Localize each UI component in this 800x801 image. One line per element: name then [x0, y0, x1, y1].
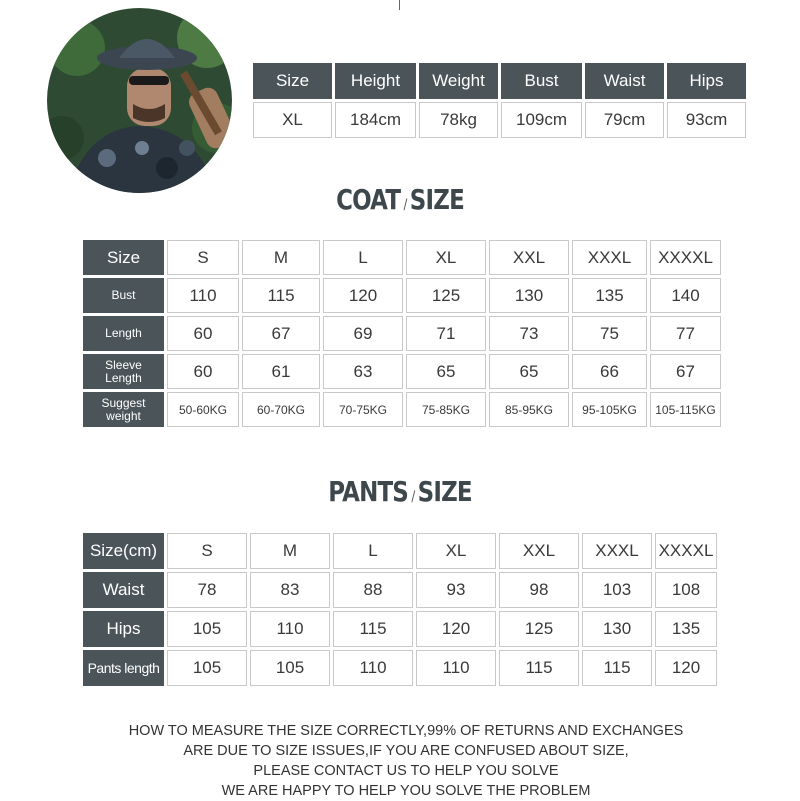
coat-value-cell: 75-85KG: [406, 392, 486, 427]
coat-size-table: [80, 237, 724, 430]
note-line: ARE DUE TO SIZE ISSUES,IF YOU ARE CONFUSED ABOUT SIZE,: [183, 743, 629, 759]
model-value-cell: 78kg: [419, 102, 498, 138]
coat-row-label-line: Length: [105, 370, 142, 385]
pants-value-cell: 105: [167, 611, 247, 647]
coat-value-cell: 60: [167, 354, 239, 389]
coat-value-cell: 65: [406, 354, 486, 389]
coat-value-cell: 65: [489, 354, 569, 389]
coat-size-cell: XL: [406, 240, 486, 275]
model-header-row: [253, 63, 746, 99]
coat-value-cell: 77: [650, 316, 721, 351]
coat-value-cell: 50-60KG: [167, 392, 239, 427]
model-value-cell: 79cm: [585, 102, 664, 138]
model-header-cell: Weight: [419, 63, 498, 99]
model-photo: [47, 8, 232, 193]
pants-size-cell: L: [333, 533, 413, 569]
model-value-cell: 109cm: [501, 102, 582, 138]
coat-value-cell: 120: [323, 278, 403, 313]
pants-size-cell: XXL: [499, 533, 579, 569]
pants-size-cell: XXXL: [582, 533, 652, 569]
note-line: PLEASE CONTACT US TO HELP YOU SOLVE: [253, 763, 559, 779]
coat-value-cell: 135: [572, 278, 647, 313]
model-header-cell: Waist: [585, 63, 664, 99]
pants-size-cell: XXXXL: [655, 533, 717, 569]
pants-value-cell: 105: [250, 650, 330, 686]
coat-value-cell: 60: [167, 316, 239, 351]
pants-value-cell: 120: [416, 611, 496, 647]
coat-row-suggest-weight: [83, 392, 721, 427]
coat-value-cell: 95-105KG: [572, 392, 647, 427]
coat-value-cell: 75: [572, 316, 647, 351]
coat-value-cell: 70-75KG: [323, 392, 403, 427]
pants-value-cell: 110: [333, 650, 413, 686]
pants-value-cell: 115: [333, 611, 413, 647]
coat-value-cell: 60-70KG: [242, 392, 320, 427]
coat-size-cell: XXXL: [572, 240, 647, 275]
pants-value-cell: 78: [167, 572, 247, 608]
pants-value-cell: 103: [582, 572, 652, 608]
coat-row-label-line: Sleeve: [105, 357, 142, 372]
model-measurements-table: [250, 60, 749, 141]
pants-row-label: Waist: [83, 572, 164, 608]
pants-title-word: PANTS: [328, 475, 409, 508]
coat-header-label: Size: [83, 240, 164, 275]
pants-header-row: [83, 533, 717, 569]
coat-value-cell: 61: [242, 354, 320, 389]
pants-header-label: Size(cm): [83, 533, 164, 569]
pants-value-cell: 130: [582, 611, 652, 647]
coat-size-cell: L: [323, 240, 403, 275]
coat-value-cell: 115: [242, 278, 320, 313]
coat-value-cell: 110: [167, 278, 239, 313]
pants-size-cell: S: [167, 533, 247, 569]
coat-size-cell: XXXXL: [650, 240, 721, 275]
coat-value-cell: 85-95KG: [489, 392, 569, 427]
model-value-cell: 93cm: [667, 102, 746, 138]
coat-title-separator: /: [403, 197, 407, 213]
model-header-cell: Height: [335, 63, 416, 99]
size-notes: [0, 721, 800, 801]
coat-row-label: [83, 354, 164, 389]
note-line: HOW TO MEASURE THE SIZE CORRECTLY,99% OF RETURNS AND EXCHANGES: [128, 723, 684, 739]
pants-value-cell: 115: [582, 650, 652, 686]
coat-value-cell: 63: [323, 354, 403, 389]
pants-value-cell: 105: [167, 650, 247, 686]
coat-value-cell: 71: [406, 316, 486, 351]
coat-size-cell: XXL: [489, 240, 569, 275]
pants-value-cell: 83: [250, 572, 330, 608]
coat-size-cell: S: [167, 240, 239, 275]
coat-value-cell: 130: [489, 278, 569, 313]
note-line: WE ARE HAPPY TO HELP YOU SOLVE THE PROBLEM: [221, 783, 591, 799]
coat-value-cell: 125: [406, 278, 486, 313]
model-value-cell: XL: [253, 102, 332, 138]
coat-title-size-word: SIZE: [409, 183, 464, 216]
coat-row-label: [83, 392, 164, 427]
coat-size-title: [72, 183, 728, 216]
coat-value-cell: 140: [650, 278, 721, 313]
model-header-cell: Size: [253, 63, 332, 99]
coat-row-label: Bust: [83, 278, 164, 313]
model-header-cell: Bust: [501, 63, 582, 99]
pants-value-cell: 88: [333, 572, 413, 608]
coat-title-word: COAT: [336, 183, 401, 216]
pants-value-cell: 110: [250, 611, 330, 647]
pants-size-cell: XL: [416, 533, 496, 569]
pants-value-cell: 98: [499, 572, 579, 608]
model-header-cell: Hips: [667, 63, 746, 99]
pants-row-waist: [83, 572, 717, 608]
coat-row-length: [83, 316, 721, 351]
coat-value-cell: 67: [650, 354, 721, 389]
top-divider: [399, 0, 400, 10]
coat-value-cell: 105-115KG: [650, 392, 721, 427]
pants-row-hips: [83, 611, 717, 647]
model-value-row: [253, 102, 746, 138]
pants-value-cell: 108: [655, 572, 717, 608]
coat-value-cell: 66: [572, 354, 647, 389]
pants-value-cell: 120: [655, 650, 717, 686]
coat-row-label: Length: [83, 316, 164, 351]
coat-row-bust: [83, 278, 721, 313]
pants-row-label: Hips: [83, 611, 164, 647]
coat-row-label-line: Suggest: [101, 395, 146, 410]
pants-row-length: [83, 650, 717, 686]
coat-row-label-line: weight: [106, 408, 141, 423]
pants-title-size-word: SIZE: [417, 475, 472, 508]
coat-row-sleeve-length: [83, 354, 721, 389]
pants-title-separator: /: [411, 489, 415, 505]
coat-value-cell: 69: [323, 316, 403, 351]
coat-header-row: [83, 240, 721, 275]
pants-size-title: [72, 475, 728, 508]
pants-value-cell: 115: [499, 650, 579, 686]
pants-size-cell: M: [250, 533, 330, 569]
pants-size-table: [80, 530, 720, 689]
pants-value-cell: 125: [499, 611, 579, 647]
pants-value-cell: 135: [655, 611, 717, 647]
pants-value-cell: 110: [416, 650, 496, 686]
coat-value-cell: 67: [242, 316, 320, 351]
pants-value-cell: 93: [416, 572, 496, 608]
coat-value-cell: 73: [489, 316, 569, 351]
coat-size-cell: M: [242, 240, 320, 275]
model-value-cell: 184cm: [335, 102, 416, 138]
pants-row-label: Pants length: [83, 650, 164, 686]
